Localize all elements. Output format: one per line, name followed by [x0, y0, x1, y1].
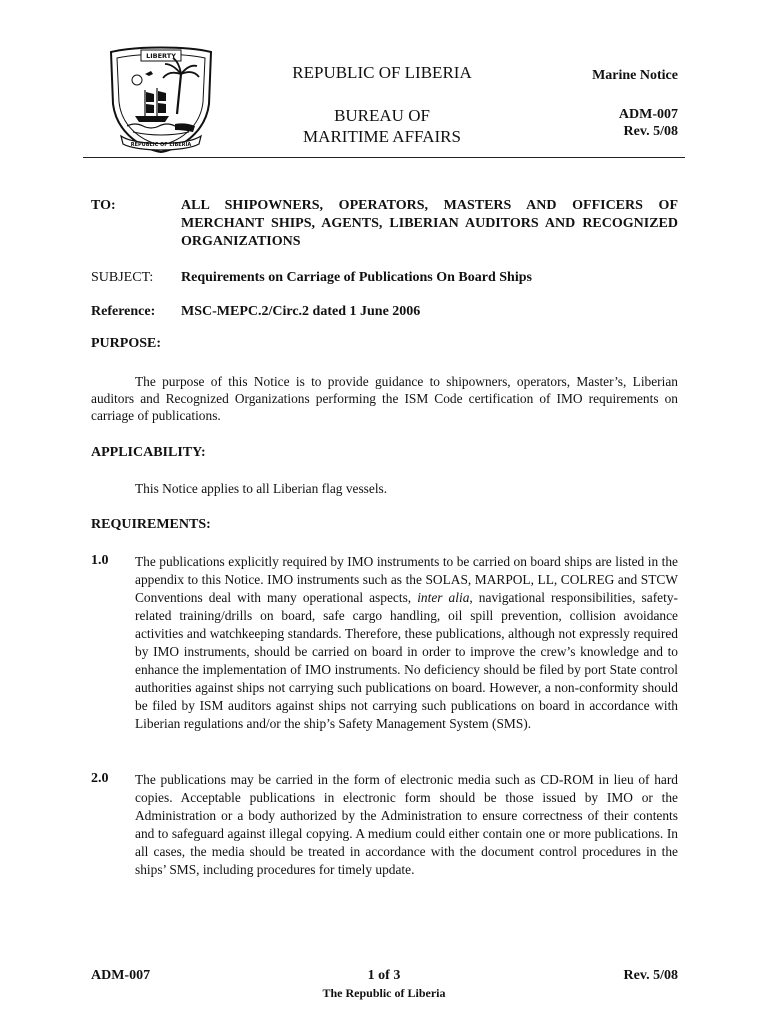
bureau-line-1: BUREAU OF: [334, 106, 430, 125]
footer-doc-id: ADM-007: [91, 968, 151, 983]
seal-banner-text: REPUBLIC OF LIBERIA: [130, 142, 192, 148]
to-row: [91, 197, 678, 251]
reference-value: MSC-MEPC.2/Circ.2 dated 1 June 2006: [181, 304, 421, 319]
revision-label: Rev. 5/08: [623, 124, 678, 139]
requirement-number: 1.0: [91, 553, 109, 568]
doc-id: ADM-007: [618, 107, 678, 122]
applicability-heading: APPLICABILITY:: [91, 445, 206, 460]
footer-revision: Rev. 5/08: [623, 968, 678, 983]
requirement-italic-term: inter alia: [417, 590, 470, 605]
purpose-heading: PURPOSE:: [91, 336, 161, 351]
bureau-line-2: MARITIME AFFAIRS: [303, 127, 461, 146]
footer-republic: The Republic of Liberia: [322, 986, 446, 1000]
applicability-text: This Notice applies to all Liberian flag vessels.: [135, 481, 388, 496]
reference-row: [91, 303, 678, 321]
requirement-text: [135, 553, 678, 733]
liberia-seal-emblem: [105, 44, 217, 156]
subject-label: SUBJECT:: [91, 270, 154, 285]
subject-value: Requirements on Carriage of Publications On Board Ships: [181, 270, 532, 285]
footer-page-number: 1 of 3: [367, 968, 401, 983]
requirement-text-part: The publications explicitly required by IMO instruments to be carried on board ships are listed in the appendix to this Notice. IMO instruments such as the SOLAS, MARPOL, LL, COLREG and STCW Conventions deal with many operational aspects,: [135, 554, 678, 605]
subject-row: [91, 269, 678, 287]
country-title: REPUBLIC OF LIBERIA: [292, 63, 472, 82]
to-value: ALL SHIPOWNERS, OPERATORS, MASTERS AND OFFICERS OF MERCHANT SHIPS, AGENTS, LIBERIAN AUDITORS AND RECOGNIZED ORGANIZATIONS: [181, 198, 678, 249]
notice-type: Marine Notice: [592, 68, 678, 83]
bureau-title: [262, 105, 502, 147]
reference-label: Reference:: [91, 304, 156, 319]
header-divider: [83, 157, 685, 158]
requirement-number: 2.0: [91, 771, 109, 786]
requirement-text-part: , navigational responsibilities, safety-related training/drills on board, safe cargo handling, oil spill prevention, collision avoidance activities and watchkeeping standards. Therefore, these publications, although not expressly required by IMO instruments, should be carried on board in order to improve the crew’s knowledge and to enhance the implementation of IMO instruments. No deficiency should be filed by port State control authorities against ships not carrying such publications on board. However, a non-conformity should be filed by ISM auditors against ships not carrying such publications on board in accordance with Liberian regulations and/or the ship’s Safety Management System (SMS).: [135, 590, 678, 731]
seal-motto: LIBERTY: [146, 52, 176, 60]
purpose-text: The purpose of this Notice is to provide guidance to shipowners, operators, Master’s, Liberian auditors and Recognized Organizations performing the ISM Code certification of IMO requirements on carriage of publications.: [91, 374, 678, 423]
requirement-text: The publications may be carried in the form of electronic media such as CD-ROM in lieu of hard copies. Acceptable publications in electronic form should be those issued by IMO or the Administration or a body authorized by the Administration to ensure correctness of their contents and to safeguard against illegal copying. A medium could either contain one or more publications. In all cases, the media should be treated in accordance with the document control procedures in the ships’ SMS, including procedures for timely update.: [135, 772, 678, 877]
requirements-heading: REQUIREMENTS:: [91, 517, 211, 532]
to-label: TO:: [91, 198, 116, 213]
